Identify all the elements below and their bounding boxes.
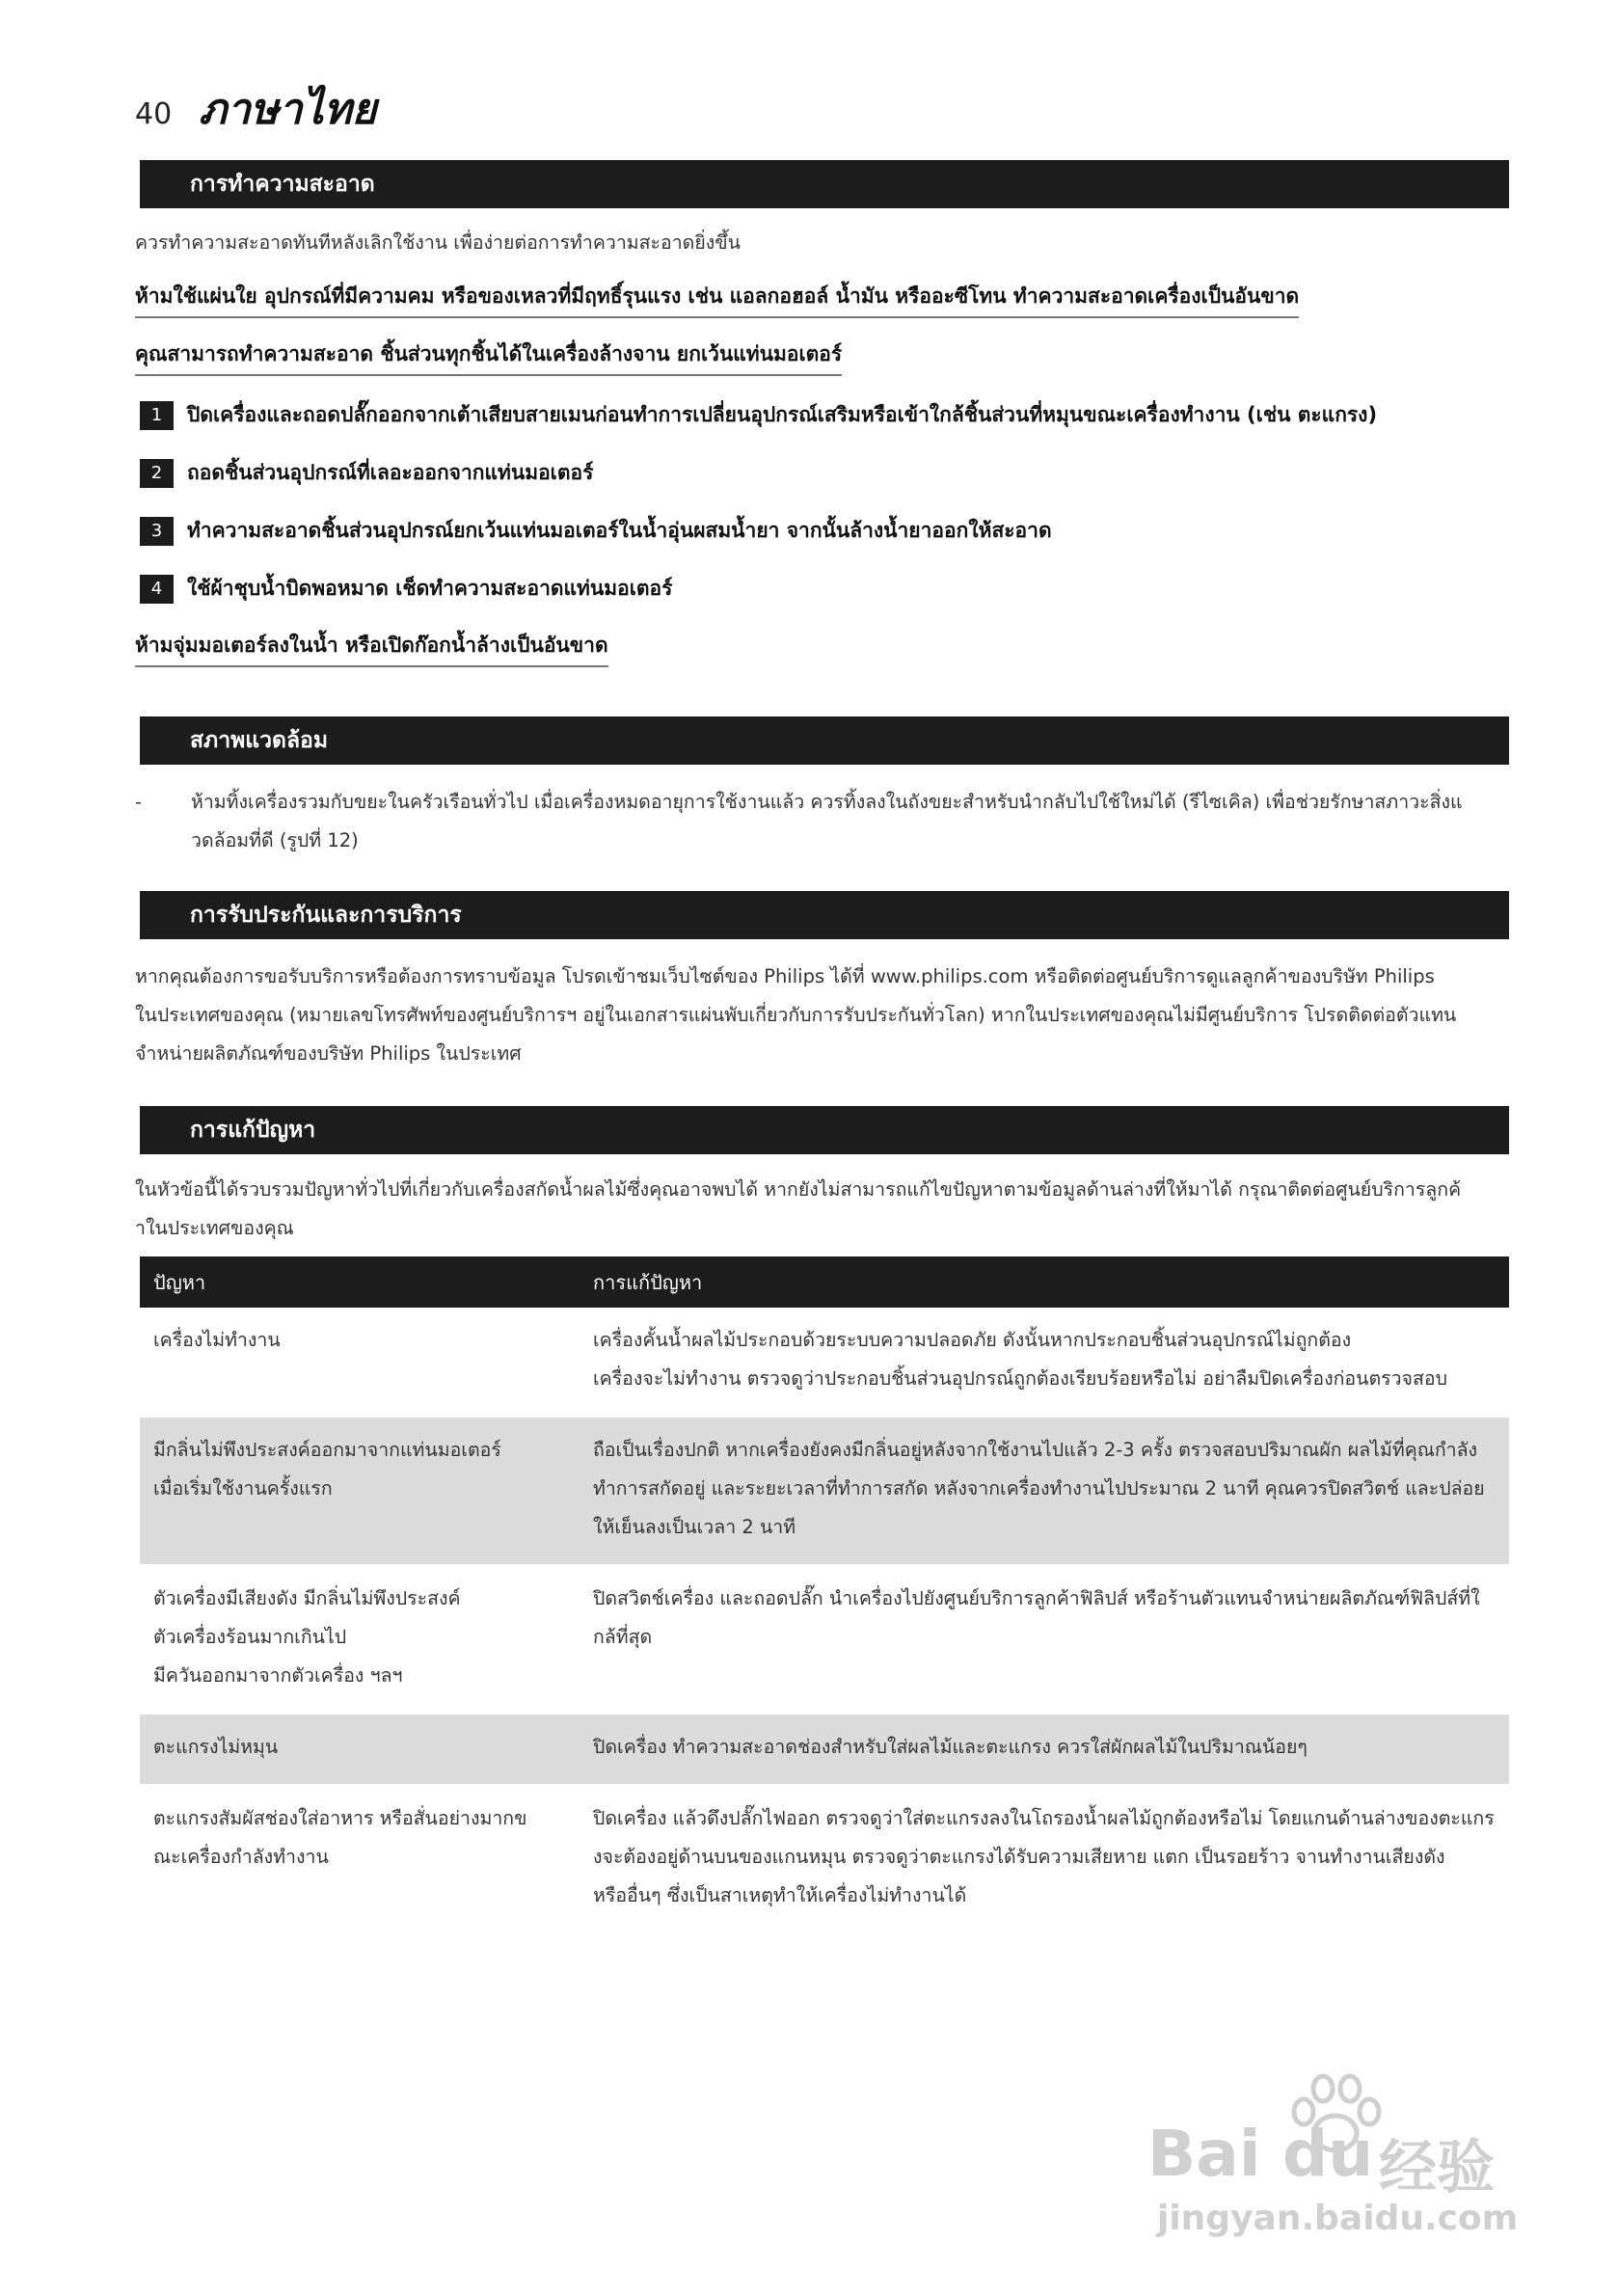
step-number: 2 [140,459,174,488]
problem-cell [140,1785,580,1933]
table-row [140,1308,1509,1417]
cell-line: ถือเป็นเรื่องปกติ หากเครื่องยังคงมีกลิ่นอยู่หลังจากใช้งานไปแล้ว 2-3 ครั้ง ตรวจสอบปริมาณผัก ผลไม้ที่คุณกำลัง [593,1439,1478,1461]
step-text: ใช้ผ้าชุบน้ำบิดพอหมาด เช็ดทำความสะอาดแท่นมอเตอร์ [187,577,673,600]
table-row [140,1785,1509,1933]
table-row [140,1565,1509,1714]
step-4 [140,573,672,605]
cell-line: ทำการสกัดอยู่ และระยะเวลาที่ทำการสกัด หลังจากเครื่องทำงานไปประมาณ 2 นาที คุณควรปิดสวิตช์ และปล่อย [593,1477,1485,1499]
watermark-brand: Bai [1147,2117,1261,2191]
cell-line: งจะต้องอยู่ด้านบนของแกนหมุน ตรวจดูว่าตะแกรงได้รับความเสียหาย แตก เป็นรอยร้าว จานทำงานเสียงดัง [593,1846,1445,1868]
cell-line: ตะแกรงไม่หมุน [153,1736,279,1758]
problem-cell [140,1417,580,1565]
page-title: ภาษาไทย [199,85,377,134]
cell-line: ณะเครื่องกำลังทำงาน [153,1846,329,1868]
solution-cell [580,1785,1509,1933]
watermark-url: jingyan.baidu.com [1157,2199,1519,2238]
baidu-watermark [1138,2073,1533,2247]
cleaning-warning-2: คุณสามารถทำความสะอาด ชิ้นส่วนทุกชิ้นได้ในเครื่องล้างจาน ยกเว้นแท่นมอเตอร์ [135,338,842,376]
section-title-warranty: การรับประกันและการบริการ [140,891,1509,939]
cell-line: เมื่อเริ่มใช้งานครั้งแรก [153,1477,333,1499]
cell-line: เครื่องไม่ทำงาน [153,1329,281,1351]
warranty-line-3: จำหน่ายผลิตภัณฑ์ของบริษัท Philips ในประเทศ [135,1042,522,1065]
cleaning-warning-1: ห้ามใช้แผ่นใย อุปกรณ์ที่มีความคม หรือของเหลวที่มีฤทธิ์รุนแรง เช่น แอลกอฮอล์ น้ำมัน หรืออะซีโทน ทำความสะอาดเครื่องเป็นอันขาด [135,280,1299,318]
cell-line: หรืออื่นๆ ซึ่งเป็นสาเหตุทำให้เครื่องไม่ทำงานได้ [593,1884,967,1906]
watermark-brand-2: du [1282,2117,1374,2191]
section-title-cleaning: การทำความสะอาด [140,160,1509,208]
warranty-line-2: ในประเทศของคุณ (หมายเลขโทรศัพท์ของศูนย์บริการฯ อยู่ในเอกสารแผ่นพับเกี่ยวกับการรับประกันทั่วโลก) หากในประเทศของคุณไม่มีศูนย์บริการ โปรดติดต่อตัวแทน [135,1004,1457,1026]
cell-line: ให้เย็นลงเป็นเวลา 2 นาที [593,1516,796,1538]
environment-bullet [135,783,1509,860]
solution-cell [580,1308,1509,1417]
solution-cell [580,1714,1509,1785]
step-text: ทำความสะอาดชิ้นส่วนอุปกรณ์ยกเว้นแท่นมอเตอร์ในน้ำอุ่นผสมน้ำยา จากนั้นล้างน้ำยาออกให้สะอาด [187,519,1052,542]
problem-cell [140,1565,580,1714]
environment-bullet-text [191,783,1463,860]
solution-cell [580,1565,1509,1714]
cell-line: มีกลิ่นไม่พึงประสงค์ออกมาจากแท่นมอเตอร์ [153,1439,501,1461]
troubleshooting-table [140,1256,1509,1934]
troubleshooting-intro-line-1: ในหัวข้อนี้ได้รวบรวมปัญหาทั่วไปที่เกี่ยวกับเครื่องสกัดน้ำผลไม้ซึ่งคุณอาจพบได้ หากยังไม่สามารถแก้ไขปัญหาตามข้อมูลด้านล่างที่ให้มาได้ กรุณาติดต่อศูนย์บริการลูกค้ [135,1178,1462,1201]
step-3 [140,515,1052,547]
solution-cell [580,1417,1509,1565]
cell-line: ตัวเครื่องมีเสียงดัง มีกลิ่นไม่พึงประสงค์ [153,1587,461,1609]
cell-line: ปิดสวิตช์เครื่อง และถอดปลั๊ก นำเครื่องไปยังศูนย์บริการลูกค้าฟิลิปส์ หรือร้านตัวแทนจำหน่ายผลิตภัณฑ์ฟิลิปส์ที่ใ [593,1587,1480,1609]
environment-line-2: วดล้อมที่ดี (รูปที่ 12) [191,829,359,851]
cell-line: ปิดเครื่อง ทำความสะอาดช่องสำหรับใส่ผลไม้และตะแกรง ควรใส่ผักผลไม้ในปริมาณน้อยๆ [593,1736,1308,1758]
bullet-dash: - [135,791,143,813]
warranty-line-1: หากคุณต้องการขอรับบริการหรือต้องการทราบข้อมูล โปรดเข้าชมเว็บไซต์ของ Philips ได้ที่ www.philips.com หรือติดต่อศูนย์บริการดูแลลูกค้าของบริษัท Philips [135,965,1435,987]
troubleshooting-intro-line-2: าในประเทศของคุณ [135,1217,294,1239]
column-header-solution: การแก้ปัญหา [580,1256,1509,1308]
page-number: 40 [135,97,173,131]
column-header-problem: ปัญหา [140,1256,580,1308]
table-row [140,1714,1509,1785]
watermark-cn: 经验 [1379,2134,1495,2201]
table-header-row [140,1256,1509,1308]
step-1 [140,399,1377,431]
cell-line: ตัวเครื่องร้อนมากเกินไป [153,1626,347,1648]
problem-cell [140,1714,580,1785]
cell-line: มีควันออกมาจากตัวเครื่อง ฯลฯ [153,1664,403,1687]
step-number: 3 [140,517,174,546]
step-2 [140,457,593,489]
cell-line: กล้ที่สุด [593,1626,653,1648]
warranty-text [135,958,1514,1073]
step-number: 1 [140,401,174,430]
section-title-environment: สภาพแวดล้อม [140,716,1509,765]
table-row [140,1417,1509,1565]
cell-line: ตะแกรงสัมผัสช่องใส่อาหาร หรือสั่นอย่างมากข [153,1807,527,1829]
step-text: ปิดเครื่องและถอดปลั๊กออกจากเต้าเสียบสายเมนก่อนทำการเปลี่ยนอุปกรณ์เสริมหรือเข้าใกล้ชิ้นส่วนที่หมุนขณะเครื่องทำงาน (เช่น ตะแกรง) [187,403,1378,426]
cell-line: ปิดเครื่อง แล้วดึงปลั๊กไฟออก ตรวจดูว่าใส่ตะแกรงลงในโถรองน้ำผลไม้ถูกต้องหรือไม่ โดยแกนด้านล่างของตะแกร [593,1807,1495,1829]
step-number: 4 [140,575,174,604]
cleaning-intro: ควรทำความสะอาดทันทีหลังเลิกใช้งาน เพื่อง่ายต่อการทำความสะอาดยิ่งขึ้น [135,231,741,254]
page-header [135,75,377,143]
problem-cell [140,1308,580,1417]
cleaning-warning-3: ห้ามจุ่มมอเตอร์ลงในน้ำ หรือเปิดก๊อกน้ำล้างเป็นอันขาด [135,629,608,667]
cell-line: เครื่องจะไม่ทำงาน ตรวจดูว่าประกอบชิ้นส่วนอุปกรณ์ถูกต้องเรียบร้อยหรือไม่ อย่าลืมปิดเครื่องก่อนตรวจสอบ [593,1367,1447,1390]
section-title-troubleshooting: การแก้ปัญหา [140,1106,1509,1154]
troubleshooting-intro [135,1171,1514,1248]
cell-line: เครื่องคั้นน้ำผลไม้ประกอบด้วยระบบความปลอดภัย ดังนั้นหากประกอบชิ้นส่วนอุปกรณ์ไม่ถูกต้อง [593,1329,1352,1351]
step-text: ถอดชิ้นส่วนอุปกรณ์ที่เลอะออกจากแท่นมอเตอร์ [187,461,594,484]
environment-line-1: ห้ามทิ้งเครื่องรวมกับขยะในครัวเรือนทั่วไป เมื่อเครื่องหมดอายุการใช้งานแล้ว ควรทิ้งลงในถังขยะสำหรับนำกลับไปใช้ใหม่ได้ (รีไซเคิล) เพื่อช่วยรักษาสภาวะสิ่งแ [191,791,1463,813]
